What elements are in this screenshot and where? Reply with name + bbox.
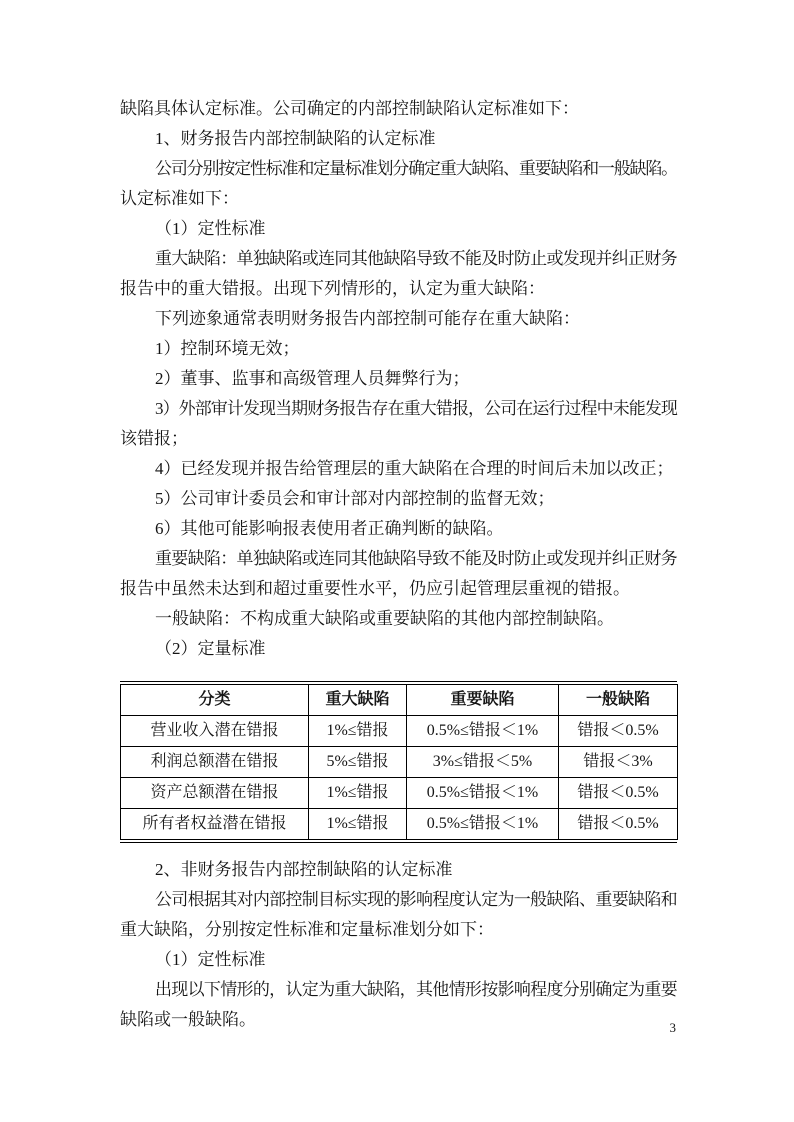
text-line: 公司根据其对内部控制目标实现的影响程度认定为一般缺陷、重要缺陷和: [155, 890, 677, 909]
table-cell: 0.5%≤错报＜1%: [407, 809, 559, 840]
subsection-heading: （1）定性标准: [155, 219, 266, 238]
table-cell: 错报＜3%: [559, 747, 678, 778]
table-cell: 营业收入潜在错报: [121, 716, 309, 747]
table-cell: 3%≤错报＜5%: [407, 747, 559, 778]
table-row: [121, 747, 678, 778]
table-header-cell: 重大缺陷: [309, 685, 407, 716]
section-heading: 1、财务报告内部控制缺陷的认定标准: [155, 129, 436, 148]
table-cell: 0.5%≤错报＜1%: [407, 778, 559, 809]
table-cell: 0.5%≤错报＜1%: [407, 716, 559, 747]
table-row: [121, 716, 678, 747]
quantitative-criteria-table: [120, 681, 677, 843]
list-item: 3）外部审计发现当期财务报告存在重大错报，公司在运行过程中未能发现: [155, 399, 677, 418]
table-header-cell: 分类: [121, 685, 309, 716]
text-line: 重要缺陷：单独缺陷或连同其他缺陷导致不能及时防止或发现并纠正财务: [155, 549, 677, 568]
text-line: 公司分别按定性标准和定量标准划分确定重大缺陷、重要缺陷和一般缺陷。: [155, 159, 677, 178]
text-line: 重大缺陷：单独缺陷或连同其他缺陷导致不能及时防止或发现并纠正财务: [155, 249, 677, 268]
table-cell: 资产总额潜在错报: [121, 778, 309, 809]
table-cell: 1%≤错报: [309, 809, 407, 840]
section-heading: 2、非财务报告内部控制缺陷的认定标准: [155, 860, 453, 879]
table-cell: 所有者权益潜在错报: [121, 809, 309, 840]
document-body: [120, 94, 677, 1035]
list-item: 6）其他可能影响报表使用者正确判断的缺陷。: [155, 519, 504, 538]
text-line: 一般缺陷：不构成重大缺陷或重要缺陷的其他内部控制缺陷。: [155, 609, 614, 628]
text-line: 报告中的重大错报。出现下列情形的，认定为重大缺陷：: [120, 279, 545, 298]
list-item: 1）控制环境无效；: [155, 339, 300, 358]
table-cell: 1%≤错报: [309, 716, 407, 747]
text-line: 认定标准如下：: [120, 189, 239, 208]
table-header-cell: 重要缺陷: [407, 685, 559, 716]
table-cell: 错报＜0.5%: [559, 716, 678, 747]
table-cell: 1%≤错报: [309, 778, 407, 809]
subsection-heading: （2）定量标准: [155, 639, 266, 658]
table-cell: 错报＜0.5%: [559, 809, 678, 840]
subsection-heading: （1）定性标准: [155, 950, 266, 969]
text-line: 缺陷具体认定标准。公司确定的内部控制缺陷认定标准如下：: [120, 99, 579, 118]
list-item: 4）已经发现并报告给管理层的重大缺陷在合理的时间后未加以改正；: [155, 459, 674, 478]
text-line: 出现以下情形的，认定为重大缺陷，其他情形按影响程度分别确定为重要: [155, 980, 677, 999]
text-line: 下列迹象通常表明财务报告内部控制可能存在重大缺陷：: [155, 309, 580, 328]
list-item: 2）董事、监事和高级管理人员舞弊行为；: [155, 369, 470, 388]
table-header-cell: 一般缺陷: [559, 685, 678, 716]
table-cell: 利润总额潜在错报: [121, 747, 309, 778]
table-row: [121, 778, 678, 809]
table-cell: 错报＜0.5%: [559, 778, 678, 809]
document-body-continued: [120, 855, 677, 1035]
text-line: 缺陷或一般缺陷。: [120, 1010, 256, 1029]
table-row: [121, 809, 678, 840]
table-cell: 5%≤错报: [309, 747, 407, 778]
text-line: 报告中虽然未达到和超过重要性水平，仍应引起管理层重视的错报。: [120, 579, 630, 598]
table-header-row: [121, 685, 678, 716]
page-number: 3: [669, 1020, 676, 1035]
text-line: 重大缺陷，分别按定性标准和定量标准划分如下：: [120, 920, 494, 939]
text-line: 该错报；: [120, 429, 188, 448]
list-item: 5）公司审计委员会和审计部对内部控制的监督无效；: [155, 489, 555, 508]
